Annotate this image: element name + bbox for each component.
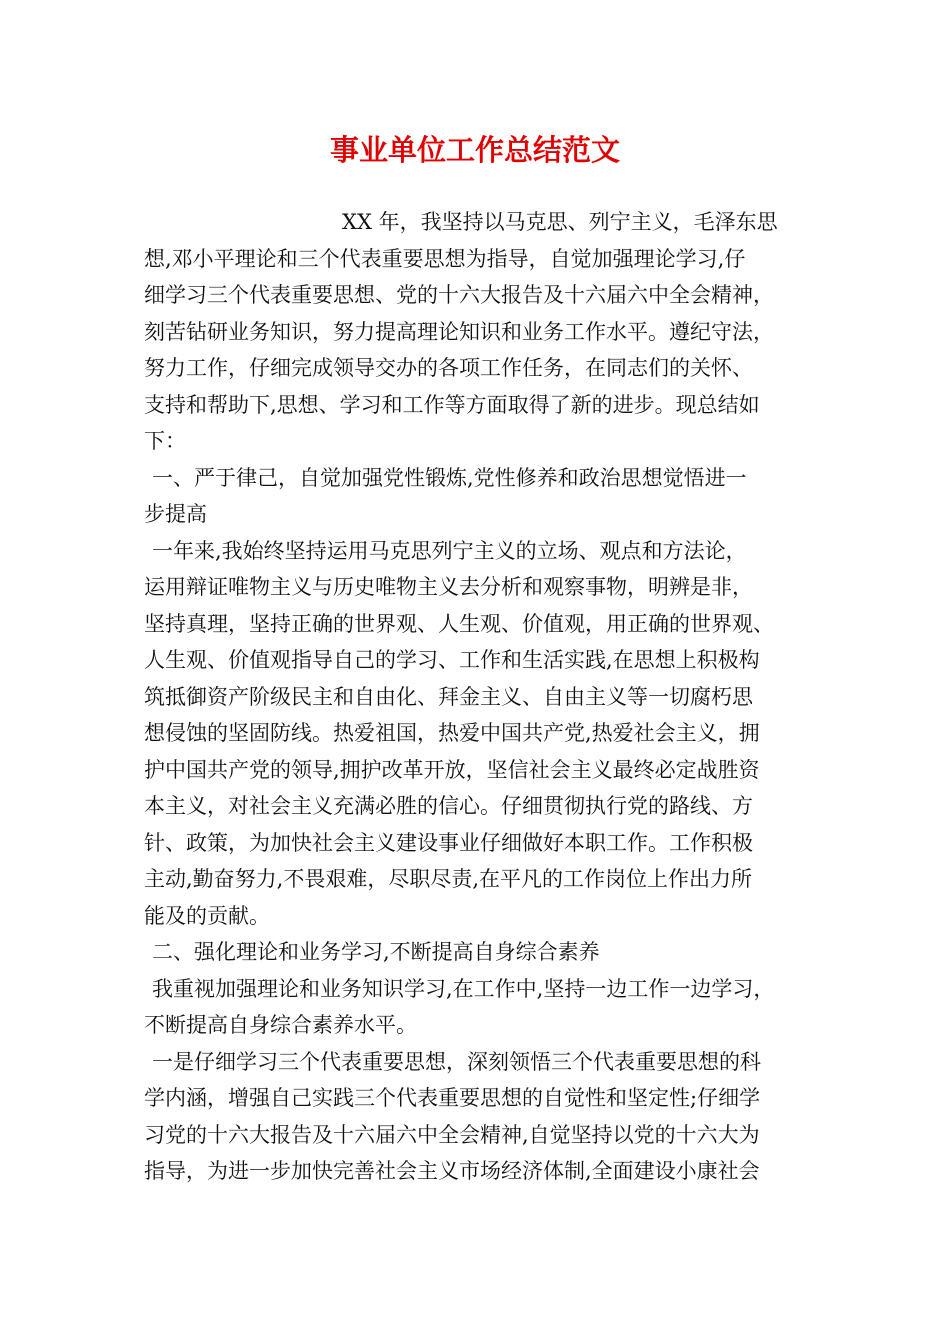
text-line: 想侵蚀的坚固防线。热爱祖国，热爱中国共产党,热爱社会主义，拥 (144, 721, 760, 745)
section-heading: 步提高 (144, 502, 207, 526)
text-line: 我重视加强理论和业务知识学习,在工作中,坚持一边工作一边学习， (152, 976, 775, 1001)
text-line: 想,邓小平理论和三个代表重要思想为指导，自觉加强理论学习,仔 (144, 246, 746, 271)
text-line: 支持和帮助下,思想、学习和工作等方面取得了新的进步。现总结如 (144, 392, 760, 417)
text-line: 指导，为进一步加快完善社会主义市场经济体制,全面建设小康社会 (144, 1159, 760, 1183)
document-body (144, 204, 810, 1190)
section-heading: 二、强化理论和业务学习,不断提高自身综合素养 (152, 940, 600, 964)
text-line: 一年来,我始终坚持运用马克思列宁主义的立场、观点和方法论， (152, 538, 747, 563)
text-line: 一是仔细学习三个代表重要思想，深刻领悟三个代表重要思想的科 (152, 1049, 761, 1074)
text-line: 针、政策，为加快社会主义建设事业仔细做好本职工作。工作积极 (144, 830, 753, 855)
document-title: 事业单位工作总结范文 (329, 133, 620, 167)
section-heading: 一、严于律己，自觉加强党性锻炼,党性修养和政治思想觉悟进一 (152, 465, 747, 490)
text-line: 努力工作，仔细完成领导交办的各项工作任务，在同志们的关怀、 (144, 356, 753, 380)
text-line: 护中国共产党的领导,拥护改革开放，坚信社会主义最终必定战胜资 (144, 757, 760, 782)
text-line: 人生观、价值观指导自己的学习、工作和生活实践,在思想上积极构 (144, 648, 760, 672)
text-line: 细学习三个代表重要思想、党的十六大报告及十六届六中全会精神， (144, 283, 774, 307)
text-line: 刻苦钻研业务知识，努力提高理论知识和业务工作水平。遵纪守法， (144, 319, 774, 344)
text-line: 不断提高自身综合素养水平。 (144, 1013, 417, 1037)
text-line: 本主义，对社会主义充满必胜的信心。仔细贯彻执行党的路线、方 (144, 794, 753, 818)
text-line: 主动,勤奋努力,不畏艰难，尽职尽责,在平凡的工作岗位上作出力所 (144, 867, 753, 891)
text-line: 习党的十六大报告及十六届六中全会精神,自觉坚持以党的十六大为 (144, 1122, 760, 1147)
text-line: 坚持真理，坚持正确的世界观、人生观、价值观，用正确的世界观、 (144, 611, 774, 636)
text-line: 下： (144, 429, 186, 453)
text-line: 学内涵，增强自己实践三个代表重要思想的自觉性和坚定性;仔细学 (144, 1086, 761, 1110)
text-line: 筑抵御资产阶级民主和自由化、拜金主义、自由主义等一切腐朽思 (144, 684, 753, 709)
text-line: 能及的贡献。 (144, 903, 270, 928)
text-line: XX 年，我坚持以马克思、列宁主义，毛泽东思 (342, 210, 778, 234)
text-line: 运用辩证唯物主义与历史唯物主义去分析和观察事物，明辨是非， (144, 575, 753, 599)
